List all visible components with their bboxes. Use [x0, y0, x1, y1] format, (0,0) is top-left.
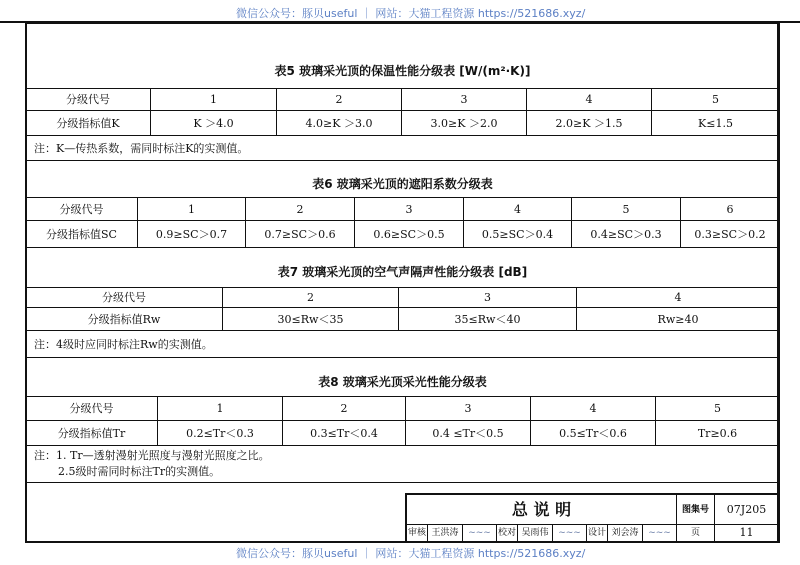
header-cell: 分级代号: [26, 198, 138, 221]
header-cell: 分级代号: [26, 89, 151, 111]
table5-title: 表5 玻璃采光顶的保温性能分级表 [W/(m²·K)]: [274, 64, 531, 78]
header-cell: 2: [277, 89, 402, 111]
table8: [25, 396, 780, 483]
table6: [25, 197, 780, 248]
value-cell: K≤1.5: [652, 111, 780, 136]
header-cell: 1: [138, 198, 246, 221]
header-cell: 分级代号: [26, 397, 158, 421]
row-label: 分级指标值SC: [26, 221, 138, 248]
row-label: 分级指标值Rw: [26, 308, 223, 331]
table5-note: 注：K—传热系数，需同时标注K的实测值。: [26, 136, 780, 161]
value-cell: Rw≥40: [577, 308, 780, 331]
checker-signature: ~~~: [553, 525, 587, 541]
header-cell: 6: [681, 198, 780, 221]
header-cell: 3: [406, 397, 531, 421]
header-cell: 2: [223, 288, 399, 308]
header-cell: 分级代号: [26, 288, 223, 308]
header-cell: 3: [355, 198, 464, 221]
row-label: 分级指标值K: [26, 111, 151, 136]
table5: [25, 88, 780, 161]
table8-title: 表8 玻璃采光顶采光性能分级表: [318, 375, 487, 389]
table7-note: 注：4级时应同时标注Rw的实测值。: [26, 331, 780, 358]
header-cell: 4: [577, 288, 780, 308]
header-cell: 4: [464, 198, 572, 221]
table6-title: 表6 玻璃采光顶的遮阳系数分级表: [312, 177, 493, 191]
header-cell: 1: [151, 89, 277, 111]
table8-note-line2: 2.5级时需同时标注Tr的实测值。: [58, 465, 221, 478]
row-label: 分级指标值Tr: [26, 421, 158, 446]
header-cell: 4: [527, 89, 652, 111]
header-cell: 1: [158, 397, 283, 421]
value-cell: 0.3≤Tr＜0.4: [283, 421, 406, 446]
table7-title: 表7 玻璃采光顶的空气声隔声性能分级表 [dB]: [277, 265, 528, 279]
atlas-label: 图集号: [677, 495, 715, 525]
value-cell: 3.0≥K ＞2.0: [402, 111, 527, 136]
check-label: 校对: [497, 525, 518, 541]
value-cell: 0.4 ≤Tr＜0.5: [406, 421, 531, 446]
value-cell: 35≤Rw＜40: [399, 308, 577, 331]
value-cell: 4.0≥K ＞3.0: [277, 111, 402, 136]
value-cell: 0.7≥SC＞0.6: [246, 221, 355, 248]
checker-name: 吴雨伟: [518, 525, 553, 541]
value-cell: 0.3≥SC＞0.2: [681, 221, 780, 248]
title-block: [405, 493, 780, 543]
table7: [25, 287, 780, 358]
reviewer-name: 王洪涛: [428, 525, 463, 541]
page-label: 页: [677, 525, 715, 541]
header-cell: 3: [399, 288, 577, 308]
atlas-number: 07J205: [715, 495, 778, 525]
value-cell: Tr≥0.6: [656, 421, 780, 446]
header-cell: 3: [402, 89, 527, 111]
value-cell: 0.5≥SC＞0.4: [464, 221, 572, 248]
value-cell: 0.6≥SC＞0.5: [355, 221, 464, 248]
header-cell: 5: [652, 89, 780, 111]
reviewer-signature: ~~~: [463, 525, 497, 541]
design-label: 设计: [587, 525, 608, 541]
header-cell: 2: [283, 397, 406, 421]
value-cell: K ＞4.0: [151, 111, 277, 136]
table8-note-line1: 注：1. Tr—透射漫射光照度与漫射光照度之比。: [34, 449, 270, 462]
designer-signature: ~~~: [643, 525, 677, 541]
header-cell: 5: [572, 198, 681, 221]
value-cell: 30≤Rw＜35: [223, 308, 399, 331]
value-cell: 0.2≤Tr＜0.3: [158, 421, 283, 446]
page-number: 11: [739, 526, 754, 539]
header-cell: 5: [656, 397, 780, 421]
value-cell: 2.0≥K ＞1.5: [527, 111, 652, 136]
table8-note: [26, 446, 780, 483]
header-cell: 4: [531, 397, 656, 421]
value-cell: 0.9≥SC＞0.7: [138, 221, 246, 248]
designer-name: 刘会涛: [608, 525, 643, 541]
review-label: 审核: [407, 525, 428, 541]
watermark-bottom: 微信公众号：豚贝useful ｜ 网站：大猫工程资源 https://521686.xyz/: [236, 547, 586, 560]
value-cell: 0.5≤Tr＜0.6: [531, 421, 656, 446]
drawing-title: 总 说 明: [407, 495, 677, 525]
header-cell: 2: [246, 198, 355, 221]
value-cell: 0.4≥SC＞0.3: [572, 221, 681, 248]
watermark-top: 微信公众号：豚贝useful ｜ 网站：大猫工程资源 https://521686.xyz/: [236, 7, 586, 20]
